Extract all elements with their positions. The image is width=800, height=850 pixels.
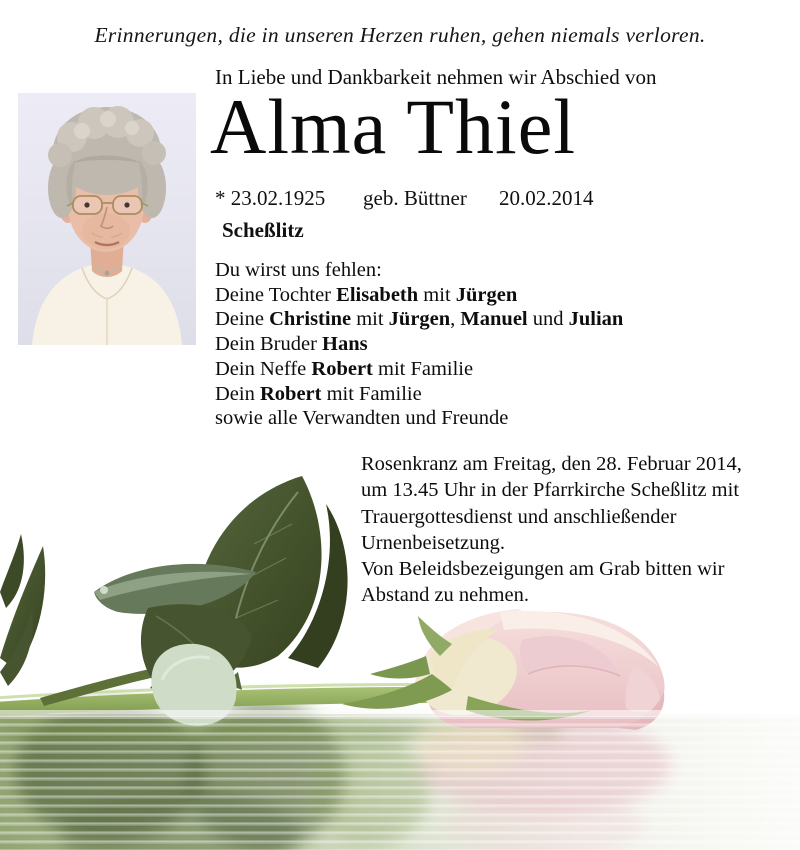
text-line: Deine Christine mit Jürgen, Manuel und Julian bbox=[215, 308, 624, 331]
text-line: Dein Robert mit Familie bbox=[215, 382, 422, 405]
intro-line: In Liebe und Dankbarkeit nehmen wir Abschied von bbox=[215, 65, 657, 89]
portrait-photo bbox=[18, 93, 196, 345]
farewell-lines bbox=[215, 283, 623, 431]
maiden-name: geb. Büttner bbox=[363, 186, 467, 210]
death-date: 20.02.2014 bbox=[499, 186, 594, 210]
farewell-lead: Du wirst uns fehlen: bbox=[215, 259, 382, 281]
epigraph-text: Erinnerungen, die in unseren Herzen ruhen, gehen niemals verloren. bbox=[94, 23, 706, 47]
text-line: Urnenbeisetzung. bbox=[361, 531, 506, 554]
portrait-illustration bbox=[18, 93, 196, 345]
text-line: Dein Neffe Robert mit Familie bbox=[215, 357, 474, 380]
text-line: Abstand zu nehmen. bbox=[361, 584, 529, 607]
text-line: Trauergottesdienst und anschließender bbox=[361, 505, 677, 528]
text-line: Deine Tochter Elisabeth mit Jürgen bbox=[215, 283, 518, 306]
text-line: Dein Bruder Hans bbox=[215, 333, 368, 356]
rose-photo bbox=[0, 440, 800, 850]
birth-date: * 23.02.1925 bbox=[215, 186, 326, 210]
place-name: Scheßlitz bbox=[222, 218, 304, 242]
deceased-name: Alma Thiel bbox=[210, 83, 576, 170]
farewell-block bbox=[215, 258, 623, 431]
text-line: sowie alle Verwandten und Freunde bbox=[215, 407, 509, 430]
text-line: um 13.45 Uhr in der Pfarrkirche Scheßlitz mit bbox=[361, 479, 740, 502]
text-line: Von Beleidsbezeigungen am Grab bitten wir bbox=[361, 558, 725, 581]
rose-illustration bbox=[0, 440, 800, 850]
text-line: Rosenkranz am Freitag, den 28. Februar 2014, bbox=[361, 453, 742, 475]
